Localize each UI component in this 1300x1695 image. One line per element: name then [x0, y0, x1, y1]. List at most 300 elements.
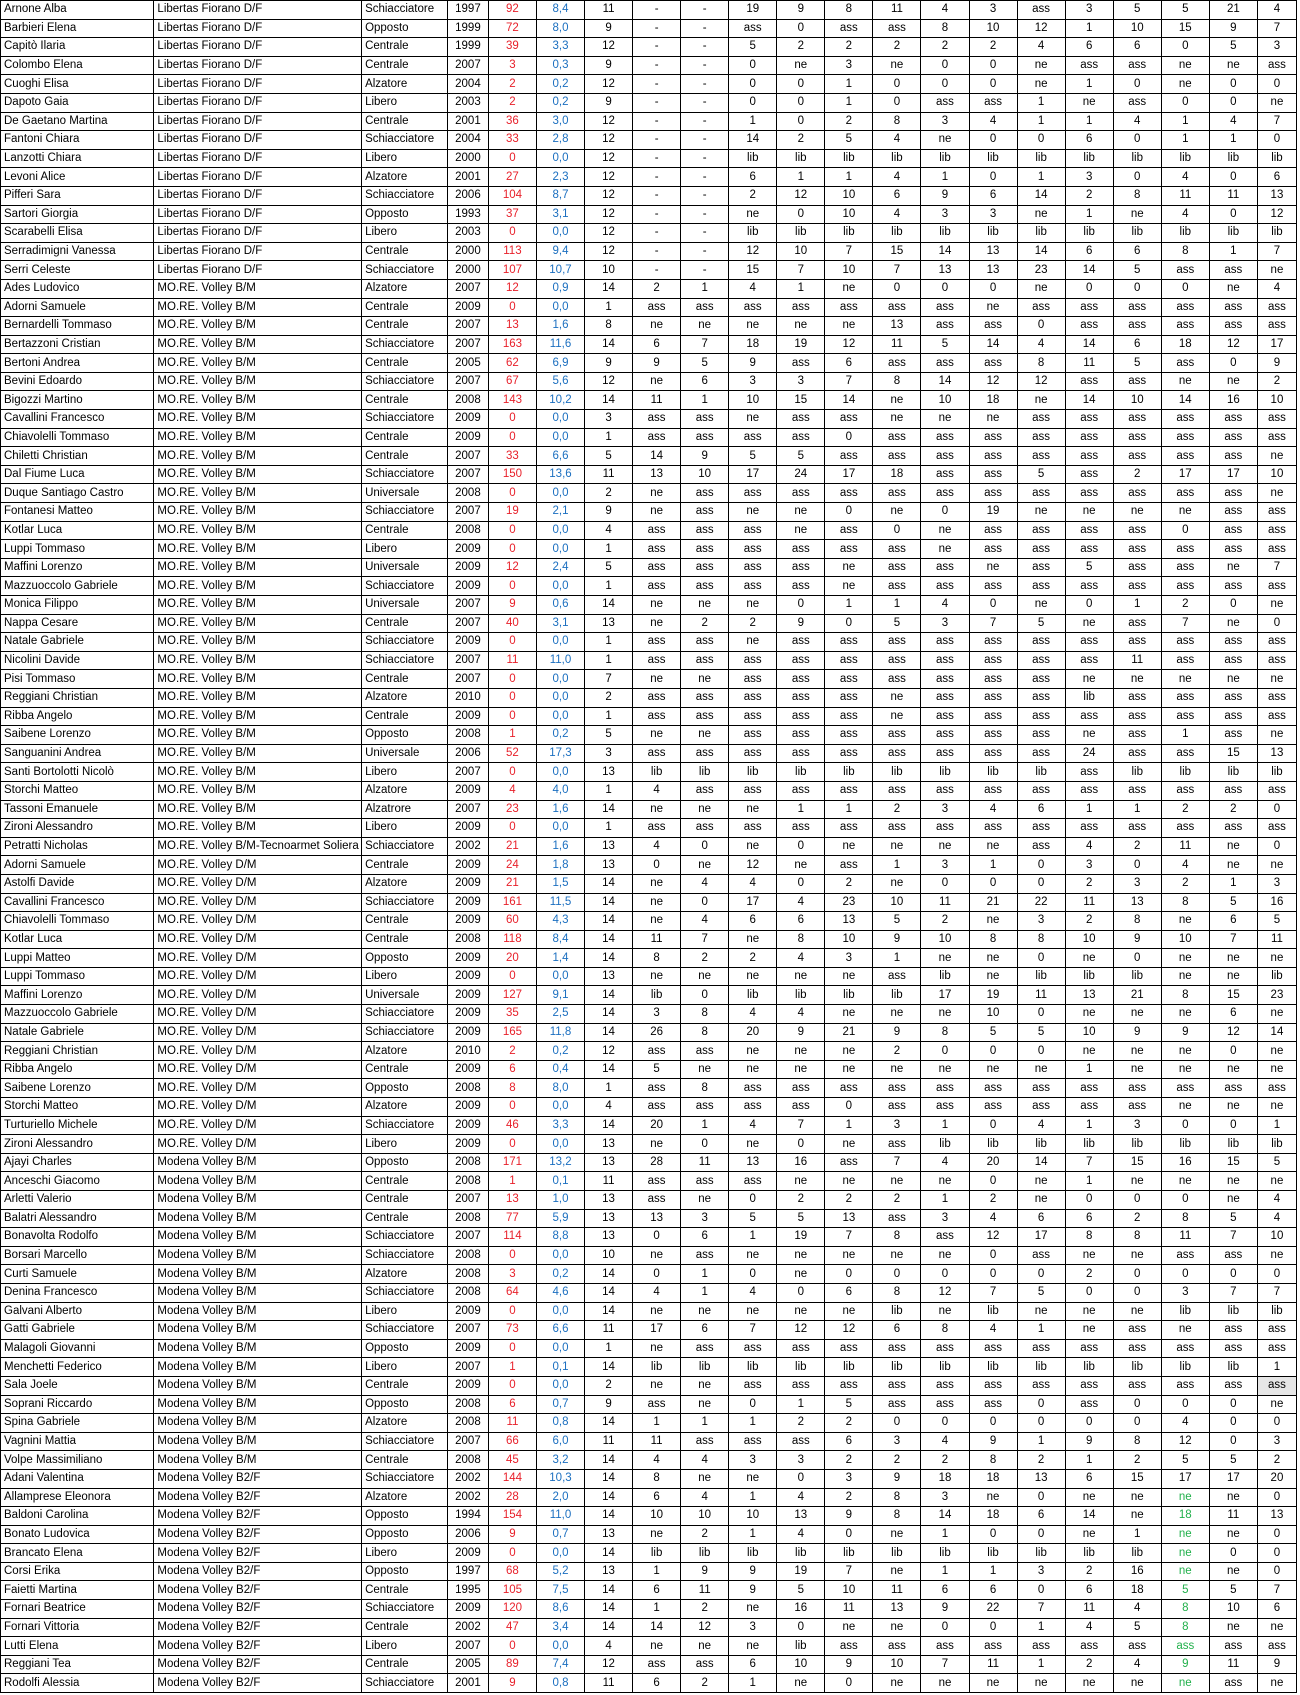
match-1-cell[interactable]: ne: [633, 372, 681, 391]
match-8-cell[interactable]: ass: [969, 1098, 1017, 1117]
birth-year-cell[interactable]: 2009: [447, 1544, 488, 1563]
match-6-cell[interactable]: ne: [873, 874, 921, 893]
match-1-cell[interactable]: -: [633, 261, 681, 280]
match-9-cell[interactable]: ne: [1017, 279, 1065, 298]
match-11-cell[interactable]: lib: [1113, 224, 1161, 243]
player-name-cell[interactable]: Scarabelli Elisa: [1, 224, 154, 243]
match-2-cell[interactable]: lib: [681, 763, 729, 782]
match-14-cell[interactable]: 2: [1257, 1451, 1296, 1470]
matches-cell[interactable]: 5: [585, 447, 633, 466]
match-7-cell[interactable]: 8: [921, 1321, 969, 1340]
match-6-cell[interactable]: ass: [873, 819, 921, 838]
match-6-cell[interactable]: ass: [873, 1376, 921, 1395]
match-3-cell[interactable]: ass: [729, 298, 777, 317]
match-14-cell[interactable]: ne: [1257, 1674, 1296, 1693]
match-10-cell[interactable]: lib: [1065, 1358, 1113, 1377]
match-8-cell[interactable]: 0: [969, 75, 1017, 94]
birth-year-cell[interactable]: 2008: [447, 1265, 488, 1284]
role-cell[interactable]: Schiacciatore: [362, 335, 448, 354]
team-cell[interactable]: Libertas Fiorano D/F: [154, 261, 362, 280]
team-cell[interactable]: Modena Volley B/M: [154, 1191, 362, 1210]
match-10-cell[interactable]: ne: [1065, 1302, 1113, 1321]
match-11-cell[interactable]: ass: [1113, 540, 1161, 559]
matches-cell[interactable]: 14: [585, 800, 633, 819]
match-2-cell[interactable]: -: [681, 56, 729, 75]
match-5-cell[interactable]: 3: [825, 1469, 873, 1488]
match-3-cell[interactable]: lib: [729, 1358, 777, 1377]
match-11-cell[interactable]: 10: [1113, 391, 1161, 410]
table-row[interactable]: [1, 893, 1297, 912]
team-cell[interactable]: Modena Volley B2/F: [154, 1525, 362, 1544]
match-1-cell[interactable]: 26: [633, 1023, 681, 1042]
average-cell[interactable]: 9,1: [536, 986, 584, 1005]
match-4-cell[interactable]: ass: [777, 540, 825, 559]
match-8-cell[interactable]: ne: [969, 1488, 1017, 1507]
match-10-cell[interactable]: ass: [1065, 1395, 1113, 1414]
average-cell[interactable]: 13,2: [536, 1153, 584, 1172]
player-name-cell[interactable]: Malagoli Giovanni: [1, 1339, 154, 1358]
match-14-cell[interactable]: ne: [1257, 447, 1296, 466]
match-4-cell[interactable]: 0: [777, 837, 825, 856]
team-cell[interactable]: Modena Volley B2/F: [154, 1655, 362, 1674]
match-14-cell[interactable]: 16: [1257, 893, 1296, 912]
player-name-cell[interactable]: Balatri Alessandro: [1, 1209, 154, 1228]
match-13-cell[interactable]: 11: [1209, 186, 1257, 205]
match-10-cell[interactable]: 0: [1065, 1191, 1113, 1210]
match-14-cell[interactable]: ne: [1257, 1060, 1296, 1079]
team-cell[interactable]: Modena Volley B/M: [154, 1321, 362, 1340]
birth-year-cell[interactable]: 1995: [447, 1581, 488, 1600]
matches-cell[interactable]: 9: [585, 354, 633, 373]
match-10-cell[interactable]: ne: [1065, 1246, 1113, 1265]
match-3-cell[interactable]: 2: [729, 614, 777, 633]
match-13-cell[interactable]: ne: [1209, 1618, 1257, 1637]
match-6-cell[interactable]: ass: [873, 447, 921, 466]
match-14-cell[interactable]: ne: [1257, 856, 1296, 875]
match-9-cell[interactable]: ne: [1017, 503, 1065, 522]
table-row[interactable]: [1, 1, 1297, 20]
match-13-cell[interactable]: 0: [1209, 1042, 1257, 1061]
match-4-cell[interactable]: 16: [777, 1153, 825, 1172]
match-11-cell[interactable]: 0: [1113, 75, 1161, 94]
match-9-cell[interactable]: ass: [1017, 688, 1065, 707]
matches-cell[interactable]: 1: [585, 577, 633, 596]
match-3-cell[interactable]: ne: [729, 410, 777, 429]
match-8-cell[interactable]: 6: [969, 186, 1017, 205]
points-cell[interactable]: 154: [488, 1507, 536, 1526]
match-9-cell[interactable]: 0: [1017, 874, 1065, 893]
role-cell[interactable]: Alzatore: [362, 75, 448, 94]
birth-year-cell[interactable]: 2009: [447, 540, 488, 559]
matches-cell[interactable]: 12: [585, 75, 633, 94]
match-7-cell[interactable]: 12: [921, 1283, 969, 1302]
match-13-cell[interactable]: ass: [1209, 726, 1257, 745]
match-6-cell[interactable]: ne: [873, 1005, 921, 1024]
match-11-cell[interactable]: 6: [1113, 38, 1161, 57]
match-4-cell[interactable]: 0: [777, 1135, 825, 1154]
match-4-cell[interactable]: 4: [777, 1525, 825, 1544]
team-cell[interactable]: MO.RE. Volley B/M: [154, 317, 362, 336]
points-cell[interactable]: 23: [488, 800, 536, 819]
match-6-cell[interactable]: lib: [873, 763, 921, 782]
match-8-cell[interactable]: 2: [969, 1191, 1017, 1210]
birth-year-cell[interactable]: 2009: [447, 428, 488, 447]
match-11-cell[interactable]: 6: [1113, 242, 1161, 261]
match-6-cell[interactable]: ass: [873, 1209, 921, 1228]
match-11-cell[interactable]: 4: [1113, 1655, 1161, 1674]
birth-year-cell[interactable]: 2008: [447, 1451, 488, 1470]
average-cell[interactable]: 6,6: [536, 447, 584, 466]
match-13-cell[interactable]: ass: [1209, 503, 1257, 522]
match-7-cell[interactable]: ne: [921, 1172, 969, 1191]
table-row[interactable]: [1, 1153, 1297, 1172]
match-3-cell[interactable]: 3: [729, 1618, 777, 1637]
match-7-cell[interactable]: ass: [921, 428, 969, 447]
role-cell[interactable]: Universale: [362, 484, 448, 503]
average-cell[interactable]: 0,0: [536, 428, 584, 447]
match-14-cell[interactable]: 0: [1257, 837, 1296, 856]
matches-cell[interactable]: 1: [585, 1339, 633, 1358]
match-12-cell[interactable]: 0: [1161, 1265, 1209, 1284]
match-14-cell[interactable]: 12: [1257, 205, 1296, 224]
matches-cell[interactable]: 11: [585, 1, 633, 20]
match-2-cell[interactable]: ne: [681, 670, 729, 689]
match-2-cell[interactable]: ass: [681, 428, 729, 447]
role-cell[interactable]: Libero: [362, 149, 448, 168]
match-7-cell[interactable]: ass: [921, 781, 969, 800]
match-11-cell[interactable]: 0: [1113, 1283, 1161, 1302]
match-6-cell[interactable]: ass: [873, 428, 921, 447]
match-10-cell[interactable]: ass: [1065, 465, 1113, 484]
match-3-cell[interactable]: 0: [729, 93, 777, 112]
match-6-cell[interactable]: 8: [873, 112, 921, 131]
match-14-cell[interactable]: lib: [1257, 1302, 1296, 1321]
role-cell[interactable]: Schiacciatore: [362, 1432, 448, 1451]
match-11-cell[interactable]: ass: [1113, 56, 1161, 75]
match-11-cell[interactable]: 2: [1113, 1451, 1161, 1470]
match-11-cell[interactable]: 9: [1113, 930, 1161, 949]
match-13-cell[interactable]: 5: [1209, 1209, 1257, 1228]
match-12-cell[interactable]: ass: [1161, 633, 1209, 652]
match-10-cell[interactable]: 24: [1065, 744, 1113, 763]
match-5-cell[interactable]: ne: [825, 1060, 873, 1079]
match-12-cell[interactable]: 4: [1161, 168, 1209, 187]
match-7-cell[interactable]: ass: [921, 1228, 969, 1247]
match-10-cell[interactable]: 1: [1065, 800, 1113, 819]
matches-cell[interactable]: 4: [585, 1637, 633, 1656]
table-row[interactable]: [1, 1674, 1297, 1693]
match-4-cell[interactable]: ass: [777, 577, 825, 596]
match-9-cell[interactable]: ass: [1017, 298, 1065, 317]
average-cell[interactable]: 0,0: [536, 521, 584, 540]
match-14-cell[interactable]: ne: [1257, 93, 1296, 112]
match-11-cell[interactable]: ne: [1113, 1042, 1161, 1061]
match-3-cell[interactable]: ass: [729, 521, 777, 540]
match-7-cell[interactable]: 3: [921, 1488, 969, 1507]
match-4-cell[interactable]: 0: [777, 596, 825, 615]
match-9-cell[interactable]: ass: [1017, 447, 1065, 466]
match-2-cell[interactable]: 2: [681, 614, 729, 633]
match-9-cell[interactable]: 0: [1017, 1005, 1065, 1024]
match-1-cell[interactable]: -: [633, 1, 681, 20]
match-13-cell[interactable]: ne: [1209, 1191, 1257, 1210]
match-7-cell[interactable]: ne: [921, 949, 969, 968]
match-6-cell[interactable]: 0: [873, 1265, 921, 1284]
table-row[interactable]: [1, 614, 1297, 633]
match-4-cell[interactable]: lib: [777, 1637, 825, 1656]
birth-year-cell[interactable]: 2007: [447, 1228, 488, 1247]
match-6-cell[interactable]: 5: [873, 912, 921, 931]
match-1-cell[interactable]: lib: [633, 1544, 681, 1563]
match-6-cell[interactable]: 8: [873, 1507, 921, 1526]
match-14-cell[interactable]: 10: [1257, 1228, 1296, 1247]
team-cell[interactable]: MO.RE. Volley D/M: [154, 1060, 362, 1079]
match-8-cell[interactable]: 19: [969, 503, 1017, 522]
match-8-cell[interactable]: lib: [969, 1358, 1017, 1377]
match-3-cell[interactable]: 10: [729, 1507, 777, 1526]
match-4-cell[interactable]: ne: [777, 1246, 825, 1265]
birth-year-cell[interactable]: 2007: [447, 1432, 488, 1451]
match-8-cell[interactable]: 20: [969, 1153, 1017, 1172]
match-12-cell[interactable]: 14: [1161, 391, 1209, 410]
match-11-cell[interactable]: ass: [1113, 558, 1161, 577]
match-2-cell[interactable]: 5: [681, 354, 729, 373]
matches-cell[interactable]: 14: [585, 874, 633, 893]
birth-year-cell[interactable]: 1997: [447, 1562, 488, 1581]
match-11-cell[interactable]: ass: [1113, 1098, 1161, 1117]
match-4-cell[interactable]: 0: [777, 874, 825, 893]
match-7-cell[interactable]: 10: [921, 930, 969, 949]
match-3-cell[interactable]: 4: [729, 1283, 777, 1302]
match-4-cell[interactable]: ne: [777, 521, 825, 540]
match-7-cell[interactable]: ne: [921, 131, 969, 150]
match-4-cell[interactable]: ne: [777, 1674, 825, 1693]
birth-year-cell[interactable]: 2009: [447, 1135, 488, 1154]
average-cell[interactable]: 1,8: [536, 856, 584, 875]
match-11-cell[interactable]: ass: [1113, 1339, 1161, 1358]
points-cell[interactable]: 150: [488, 465, 536, 484]
match-2-cell[interactable]: lib: [681, 1358, 729, 1377]
average-cell[interactable]: 3,3: [536, 38, 584, 57]
match-8-cell[interactable]: ass: [969, 1339, 1017, 1358]
table-row[interactable]: [1, 596, 1297, 615]
match-8-cell[interactable]: 11: [969, 1655, 1017, 1674]
average-cell[interactable]: 0,0: [536, 484, 584, 503]
role-cell[interactable]: Schiacciatore: [362, 837, 448, 856]
points-cell[interactable]: 9: [488, 596, 536, 615]
match-9-cell[interactable]: ne: [1017, 1172, 1065, 1191]
match-7-cell[interactable]: 1: [921, 1562, 969, 1581]
birth-year-cell[interactable]: 2009: [447, 986, 488, 1005]
match-4-cell[interactable]: 1: [777, 1395, 825, 1414]
role-cell[interactable]: Opposto: [362, 949, 448, 968]
match-5-cell[interactable]: ne: [825, 317, 873, 336]
average-cell[interactable]: 1,4: [536, 949, 584, 968]
match-12-cell[interactable]: ass: [1161, 1637, 1209, 1656]
average-cell[interactable]: 6,0: [536, 1432, 584, 1451]
match-1-cell[interactable]: ass: [633, 1079, 681, 1098]
match-7-cell[interactable]: 10: [921, 391, 969, 410]
match-13-cell[interactable]: ass: [1209, 1376, 1257, 1395]
match-2-cell[interactable]: 2: [681, 1674, 729, 1693]
match-4-cell[interactable]: 5: [777, 447, 825, 466]
match-3-cell[interactable]: 17: [729, 893, 777, 912]
match-8-cell[interactable]: ass: [969, 428, 1017, 447]
match-1-cell[interactable]: ass: [633, 558, 681, 577]
match-9-cell[interactable]: ne: [1017, 75, 1065, 94]
match-6-cell[interactable]: 0: [873, 1414, 921, 1433]
match-12-cell[interactable]: ne: [1161, 1042, 1209, 1061]
average-cell[interactable]: 0,4: [536, 1060, 584, 1079]
table-row[interactable]: [1, 1005, 1297, 1024]
points-cell[interactable]: 0: [488, 688, 536, 707]
match-10-cell[interactable]: 6: [1065, 1209, 1113, 1228]
match-5-cell[interactable]: 5: [825, 131, 873, 150]
match-7-cell[interactable]: 0: [921, 1414, 969, 1433]
match-12-cell[interactable]: lib: [1161, 1135, 1209, 1154]
average-cell[interactable]: 0,0: [536, 1302, 584, 1321]
match-2-cell[interactable]: ass: [681, 410, 729, 429]
match-7-cell[interactable]: 1: [921, 1116, 969, 1135]
match-10-cell[interactable]: ne: [1065, 1488, 1113, 1507]
player-name-cell[interactable]: Sala Joele: [1, 1376, 154, 1395]
team-cell[interactable]: Libertas Fiorano D/F: [154, 93, 362, 112]
match-1-cell[interactable]: -: [633, 19, 681, 38]
match-11-cell[interactable]: 5: [1113, 1, 1161, 20]
birth-year-cell[interactable]: 2005: [447, 354, 488, 373]
matches-cell[interactable]: 14: [585, 279, 633, 298]
match-12-cell[interactable]: 18: [1161, 1507, 1209, 1526]
match-6-cell[interactable]: ne: [873, 410, 921, 429]
match-10-cell[interactable]: ass: [1065, 1079, 1113, 1098]
match-14-cell[interactable]: ass: [1257, 56, 1296, 75]
role-cell[interactable]: Centrale: [362, 930, 448, 949]
birth-year-cell[interactable]: 2008: [447, 484, 488, 503]
match-8-cell[interactable]: ne: [969, 1060, 1017, 1079]
match-6-cell[interactable]: ass: [873, 19, 921, 38]
match-8-cell[interactable]: ass: [969, 819, 1017, 838]
matches-cell[interactable]: 12: [585, 131, 633, 150]
match-12-cell[interactable]: ass: [1161, 819, 1209, 838]
table-row[interactable]: [1, 521, 1297, 540]
match-7-cell[interactable]: 2: [921, 912, 969, 931]
match-8-cell[interactable]: 19: [969, 986, 1017, 1005]
matches-cell[interactable]: 11: [585, 1321, 633, 1340]
matches-cell[interactable]: 11: [585, 1674, 633, 1693]
match-4-cell[interactable]: 9: [777, 1023, 825, 1042]
match-4-cell[interactable]: 1: [777, 800, 825, 819]
points-cell[interactable]: 0: [488, 540, 536, 559]
player-name-cell[interactable]: Maffini Lorenzo: [1, 986, 154, 1005]
match-10-cell[interactable]: 1: [1065, 1116, 1113, 1135]
match-1-cell[interactable]: 20: [633, 1116, 681, 1135]
match-2-cell[interactable]: ne: [681, 800, 729, 819]
table-row[interactable]: [1, 874, 1297, 893]
match-2-cell[interactable]: 10: [681, 1507, 729, 1526]
match-5-cell[interactable]: ass: [825, 1376, 873, 1395]
match-13-cell[interactable]: ne: [1209, 1098, 1257, 1117]
match-12-cell[interactable]: 10: [1161, 930, 1209, 949]
match-1-cell[interactable]: ne: [633, 893, 681, 912]
match-2-cell[interactable]: ne: [681, 726, 729, 745]
match-7-cell[interactable]: 13: [921, 261, 969, 280]
points-cell[interactable]: 0: [488, 521, 536, 540]
match-9-cell[interactable]: ass: [1017, 651, 1065, 670]
match-1-cell[interactable]: 4: [633, 1451, 681, 1470]
match-5-cell[interactable]: ass: [825, 707, 873, 726]
match-3-cell[interactable]: 18: [729, 335, 777, 354]
match-9-cell[interactable]: 11: [1017, 986, 1065, 1005]
match-8-cell[interactable]: ass: [969, 540, 1017, 559]
match-3-cell[interactable]: 3: [729, 1451, 777, 1470]
match-4-cell[interactable]: 9: [777, 1, 825, 20]
table-row[interactable]: [1, 1525, 1297, 1544]
match-8-cell[interactable]: ass: [969, 354, 1017, 373]
match-1-cell[interactable]: ne: [633, 1302, 681, 1321]
matches-cell[interactable]: 14: [585, 1116, 633, 1135]
match-4-cell[interactable]: 0: [777, 1283, 825, 1302]
match-13-cell[interactable]: ass: [1209, 707, 1257, 726]
match-12-cell[interactable]: 0: [1161, 521, 1209, 540]
match-2-cell[interactable]: -: [681, 168, 729, 187]
match-12-cell[interactable]: ne: [1161, 1674, 1209, 1693]
match-14-cell[interactable]: ass: [1257, 819, 1296, 838]
player-name-cell[interactable]: Zironi Alessandro: [1, 1135, 154, 1154]
match-7-cell[interactable]: ass: [921, 354, 969, 373]
match-2-cell[interactable]: ass: [681, 1432, 729, 1451]
match-1-cell[interactable]: -: [633, 56, 681, 75]
match-1-cell[interactable]: ne: [633, 1525, 681, 1544]
table-row[interactable]: [1, 1302, 1297, 1321]
table-row[interactable]: [1, 1414, 1297, 1433]
match-12-cell[interactable]: 5: [1161, 1, 1209, 20]
matches-cell[interactable]: 14: [585, 335, 633, 354]
match-10-cell[interactable]: 4: [1065, 1618, 1113, 1637]
match-7-cell[interactable]: ne: [921, 1005, 969, 1024]
team-cell[interactable]: MO.RE. Volley B/M: [154, 670, 362, 689]
player-name-cell[interactable]: Luppi Tommaso: [1, 967, 154, 986]
match-4-cell[interactable]: 2: [777, 38, 825, 57]
player-name-cell[interactable]: Duque Santiago Castro: [1, 484, 154, 503]
average-cell[interactable]: 0,8: [536, 1414, 584, 1433]
match-6-cell[interactable]: 4: [873, 168, 921, 187]
match-2-cell[interactable]: ne: [681, 317, 729, 336]
match-2-cell[interactable]: -: [681, 186, 729, 205]
points-cell[interactable]: 0: [488, 1339, 536, 1358]
match-9-cell[interactable]: ass: [1017, 410, 1065, 429]
birth-year-cell[interactable]: 2008: [447, 521, 488, 540]
match-1-cell[interactable]: ne: [633, 874, 681, 893]
match-9-cell[interactable]: 1: [1017, 1618, 1065, 1637]
match-14-cell[interactable]: ass: [1257, 410, 1296, 429]
points-cell[interactable]: 0: [488, 670, 536, 689]
match-8-cell[interactable]: 0: [969, 279, 1017, 298]
match-9-cell[interactable]: 1: [1017, 1655, 1065, 1674]
match-8-cell[interactable]: ass: [969, 93, 1017, 112]
match-4-cell[interactable]: lib: [777, 224, 825, 243]
match-10-cell[interactable]: lib: [1065, 967, 1113, 986]
birth-year-cell[interactable]: 1994: [447, 1507, 488, 1526]
player-name-cell[interactable]: Adorni Samuele: [1, 856, 154, 875]
role-cell[interactable]: Schiacciatore: [362, 1469, 448, 1488]
match-12-cell[interactable]: ass: [1161, 540, 1209, 559]
match-6-cell[interactable]: ne: [873, 391, 921, 410]
match-2-cell[interactable]: ne: [681, 856, 729, 875]
table-row[interactable]: [1, 1098, 1297, 1117]
match-11-cell[interactable]: lib: [1113, 1135, 1161, 1154]
player-name-cell[interactable]: Luppi Matteo: [1, 949, 154, 968]
matches-cell[interactable]: 14: [585, 1451, 633, 1470]
